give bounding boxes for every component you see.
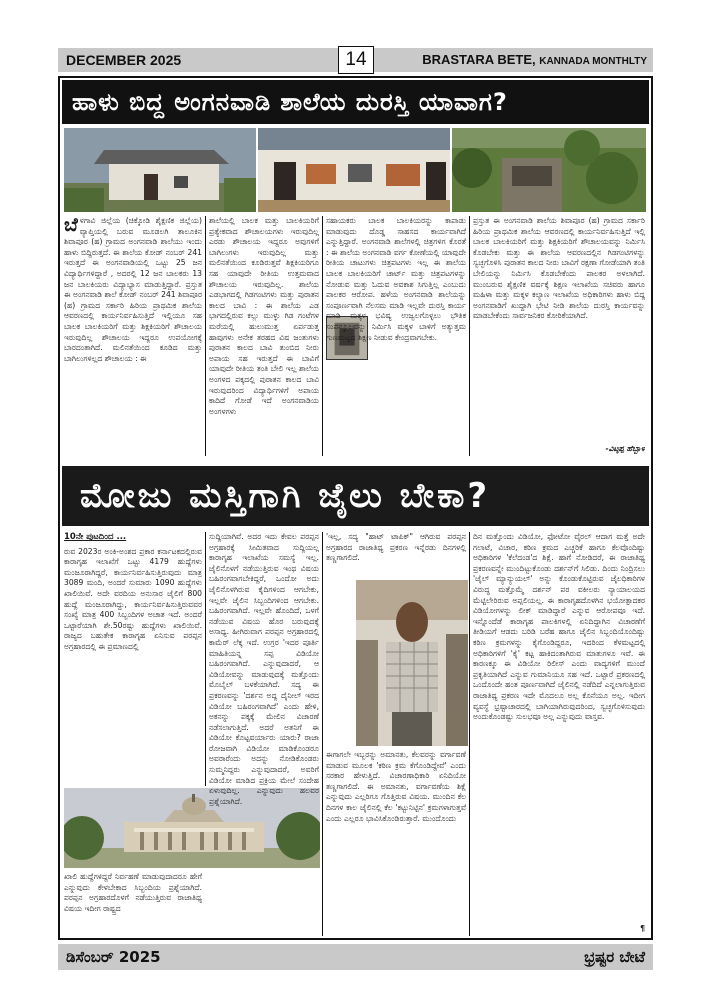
footer-magazine-name: ಭ್ರಷ್ಟರ ಬೇಟೆ xyxy=(584,948,645,966)
article2-col4-text: ದಿನ ಮತ್ತೊಂದು ವಿಡಿಯೋ, ಫೋಟೋ ವೈರಲ್ ಆದಾಗ ಮತ್ತೆ ಅದೇ ಗಲಾಟೆ, ವಿಚಾರ, ಕಠಿಣ ಕ್ರಮದ ಎಚ್ಚರಿಕೆ ಹಾಗೂ ಕೆಲವೊಂದಿಷ್ಟು ಅಧಿಕಾರಿಗಳ 'ಕೆಲೆದಂಡ'ದ ಶಿಕ್ಷೆ. ಹಾಗೆ ನೋಡಿದರೆ, ಈ ರಾಜಾತಿಥ್ಯ ಪ್ರಕರಣವನ್ನೇ ಮುಂದಿಟ್ಟುಕೊಂಡು ದರ್ಶನ್‌ಗೆ ಸಿಲಿಡು. ದಿಂದು ನಿಂದ್ರಿಸಲು 'ಜೈಲ್ ಮ್ಯಾನ್ಯುಯಲ್' ಅನ್ನು ಕೊಂಡುಕೊಟ್ಟಿರುವ ಜೈಲಧಿಕಾರಿಗಳ ವಿರುದ್ಧ ಮತ್ತೊಮ್ಮೆ ದರ್ಶನ್ ಪರ ವಕೀಲರು ನ್ಯಾಯಾಲಯದ ಮೆಟ್ಟಿಲೇರಿರುವ ಅಪ್ಪಲಿಯಲ್ಲ. ಈ ಕಾರಾಗೃಹದೊಳಗಿನ ಭಯೋತ್ಪಾದಕರ ವಿಡಿಯೋಗಳನ್ನು ಲೀಕ್ ಮಾಡಿದ್ದಾರೆ ಎನ್ನುವ ಆರೋಪವೂ ಇದೆ. ಇನ್ನೊಂದೆಡೆ ಕಾರಾಗೃಹ ಪಾಲಕಿಗಳಲ್ಲಿ ಏನಿದಿದ್ದಾಗಿನ ವಿಚಾರಣೆಗೆ ತೀಡಿಯಗೆ ಆಡದು ಬರಿಡಿ ಬರೆಹ ಹಾಗೂ ಜೈಲಿನ ಸಿಬ್ಬಂದಿಯೊಂದಿಷ್ಟು ಕಠಿಣ ಕ್ರಮಗಳನ್ನು ಕೈಗೊಂಡಿದ್ದರೂ, ಇದರಿಂದ ಕೆಳಮಟ್ಟದಲ್ಲಿ ಅಧಿಕಾರಿಗಳಿಗೆ 'ಕೈ' ಕಟ್ಟ ಹಾಕಿದಂತಾಗಿರುವ ಮಾತುಗಳೂ ಇವೆ. ಈ ಕಾರಣಕ್ಕೂ ಈ ವಿಡಿಯೋ ರಿಲೀಸ್ ಎಂದು ವಾದ್ಯಗಳಿಗೆ ಮುಂದೆ ಪ್ರಕೃತಿಯಾಗಿದೆ ಎನ್ನುವ ಗುಮಾನಿಯೂ ಸಹ ಇದೆ. ಒಟ್ಟಾರೆ ಪ್ರಕರಣದಲ್ಲಿ ಒಂದೊಂದೇ ಹಂತ ಪೂರ್ಣವಾಗಿದೆ ಜೈಲಿನಲ್ಲಿ ನಡೆದಿದೆ ಎನ್ನಲಾಗುತ್ತಿರುವ ರಾಜಾತಿಥ್ಯ ಪ್ರಕರಣ ಇದೇ ಮೊದಲೂ ಅಲ್ಲ ಕೊನೆಯೂ ಅಲ್ಲ. ಇದೀಗ ವ್ಯವಸ್ಥೆ ಭ್ರಷ್ಟಾಚಾರದಲ್ಲಿ ಬಾಗಿಯಾಗಿರುವುದರಿಂದ, ಸ್ವಚ್ಛಗೊಳಿಸುವುದು ಅಂದುಕೊಂಡಷ್ಟು ಸುಲಭವೂ ಅಲ್ಲ ಎನ್ನುವುದು ವಾಸ್ತವ. xyxy=(473,532,645,722)
photo-anganwadi-front xyxy=(258,128,450,212)
article2-column-1 xyxy=(64,532,202,786)
magazine-name: BRASTARA BETE, xyxy=(422,52,536,67)
photo-overgrown-well xyxy=(452,128,646,212)
article2-column-3-top xyxy=(326,532,466,576)
column-divider xyxy=(469,216,470,456)
article2-column-2 xyxy=(209,532,319,936)
article2-col1-text: ರುವ 2023ರ ಅಂಕಿ-ಅಂಶದ ಪ್ರಕಾರ ಕರ್ನಾಟಕದಲ್ಲಿರುವ ಕಾರಾಗೃಹ ಇಲಾಖೆಗೆ ಒಟ್ಟು 4179 ಹುದ್ದೆಗಳು ಮಂಜೂರಾಗಿದ್ದರೆ, ಕಾರ್ಯನಿರ್ವಹಿಸುತ್ತಿರುವುದು ಮಾತ್ರ 3089 ಮಂದಿ, ಅಂದರೆ ಸುಮಾರು 1090 ಹುದ್ದೆಗಳು ಖಾಲಿಯಿವೆ. ಅದೇ ವರದಿಯ ಅನುಸಾರ ಜೈಲಿಗೆ 800 ಹುದ್ದೆ ಮಂಜೂರಾಗಿದ್ದು, ಕಾರ್ಯನಿರ್ವಹಿಸುತ್ತಿರುವವರ ಸಂಖ್ಯೆ ಮಾತ್ರ 400 ಸಿಬ್ಬಂದಿಗಳ ಅಚಾತ ಇದೆ. ಅಂದರೆ ಒಟ್ಟಾರೆಯಾಗಿ ಶೇ.50ರಷ್ಟು ಹುದ್ದೆಗಳು ಖಾಲಿಯಿವೆ. ರಾಜ್ಯದ ಬಹುತೇಕ ಕಾರಾಗೃಹ ಏನಿಸುವ ಪರಪ್ಪನ ಅಗ್ರಹಾರದಲ್ಲಿ ಈ ಪ್ರಮಾಣದಲ್ಲಿ xyxy=(64,546,202,651)
article1-signature-box xyxy=(473,442,645,456)
article2-headline: ಮೋಜು ಮಸ್ತಿಗಾಗಿ ಜೈಲು ಬೇಕಾ? xyxy=(62,466,649,526)
article1-col2-text: ಶಾಲೆಯಲ್ಲಿ ಬಾಲಕ ಮತ್ತು ಬಾಲಕಿಯರಿಗೆ ಪ್ರತ್ಯೇಕವಾದ ಶೌಚಾಲಯಗಳು ಇರುವುದಿಲ್ಲ ಎರಡು ಶೌಚಾಲಯ ಇದ್ದರೂ ಅವುಗಳಿಗೆ ಬಾಗಿಲುಗಳು ಇರುವುದಿಲ್ಲ ಮತ್ತು ಮಲಿನತೆಯಿಂದ ಕೂಡಿರುತ್ತವೆ ಶಿಕ್ಷಕಿಯರಿಗೂ ಸಹ ಯಾವುದೇ ರೀತಿಯ ಉತ್ತಮವಾದ ಶೌಚಾಲಯ ಇರುವುದಿಲ್ಲ. ಶಾಲೆಯ ಎಡಭಾಗದಲ್ಲಿ ಗಿಡಗಂಟಿಗಳು ಮತ್ತು ಪುರಾತನ ಕಾಲದ ಬಾವಿ : ಈ ಶಾಲೆಯ ಎಡ ಭಾಗದಲ್ಲಿರುವ ಕಲ್ಲು ಮುಳ್ಳು ಗಿಡ ಗಂಟೆಗಳ ಮರೆಯಲ್ಲಿ ಹುಲುಮುತ್ತ ಏರ್ಪಡುತ್ತ ಹಾವುಗಳು ಅನೇಕ ತರಹದ ವಿಷ ಜಂತುಗಳು ಪುರಾತನ ಕಾಲದ ಬಾವಿ ತುಂಬಿದ ನೀರು ಅಪಾಯ ಸಹ ಇರುತ್ತದೆ ಈ ಬಾವಿಗೆ ಯಾವುದೇ ರೀತಿಯ ತಂತಿ ಬೇಲಿ ಇಲ್ಲ ಶಾಲೆಯ ಅಂಗಳದ ಪಕ್ಕದಲ್ಲಿ ಪುರಾತನ ಕಾಲದ ಬಾವಿ ಇರುವುದರಿಂದ ವಿದ್ಯಾರ್ಥಿಗಳಿಗೆ ಅಪಾಯ ಕಾದಿದೆ ಗೋಡೆ ಇದೆ ಅಂಗನವಾಡಿಯ ಅಂಗಳಗಳು xyxy=(209,216,319,416)
article1-column-4 xyxy=(473,216,645,442)
article2-end-box xyxy=(473,924,645,936)
page-header xyxy=(58,48,653,72)
article1-col4-text: ಪ್ರಸ್ತುತ ಈ ಅಂಗನವಾಡಿ ಶಾಲೆಯ ಶಿವಾಪೂರ (ಹ) ಗ್ರಾಮದ ಸರ್ಕಾರಿ ಹಿರಿಯ ಪ್ರಾಥಮಿಕ ಶಾಲೆಯ ಆವರಣದಲ್ಲಿ ಕಾರ್ಯನಿರ್ವಹಿಸುತ್ತಿದೆ ಇಲ್ಲಿ ಬಾಲಕ ಬಾಲಕಿಯರಿಗೆ ಮತ್ತು ಶಿಕ್ಷಕಿಯರಿಗೆ ಶೌಚಾಲಯವನ್ನು ನಿರ್ಮಿಸಿ ಕೊಡಬೇಕು ಮತ್ತು ಈ ಶಾಲೆಯ ಆವರಣದಲ್ಲಿನ ಗಿಡಗಂಟಿಗಳನ್ನು ಸ್ವಚ್ಛಗೊಳಿಸಿ ಪುರಾತನ ಕಾಲದ ನೀರು ಬಾವಿಗೆ ರಕ್ಷಣಾ ಗೋಡೆಯಾಗಿ ತಂತಿ ಬೇಲಿಯನ್ನು ನಿರ್ಮಿಸಿ ಕೊಡಬೇಕೆಂದು ಪಾಲಕರ ಅಳಲಾಗಿದೆ. ಮುಂಬರುವ ಶೈಕ್ಷಣಿಕ ವರ್ಷಕ್ಕೆ ಶಿಕ್ಷಣ ಇಲಾಖೆಯ ಸಚಿವರು ಹಾಗೂ ಮಹಿಳಾ ಮತ್ತು ಮಕ್ಕಳ ಕಲ್ಯಾಣ ಇಲಾಖೆಯ ಅಧಿಕಾರಿಗಳು ಹಾಳು ಬಿದ್ದ ಅಂಗನವಾಡಿಗೆ ಖುದ್ದಾಗಿ ಭೇಟಿ ನೀಡಿ ಶಾಲೆಯ ದುರಸ್ತಿ ಕಾರ್ಯವನ್ನು ಮಾಡಬೇಕೆಂದು ಸಾರ್ವಜನಿಕರ ಕೋರಿಕೆಯಾಗಿದೆ. xyxy=(473,216,645,321)
article1-col3-text: ಸಹಾಯಕರು ಬಾಲಕ ಬಾಲಕಿಯರನ್ನು ಕಾಪಾಡು ಮಾಡುವುದು ದೊಡ್ಡ ಸಾಹಸದ ಕಾರ್ಯವಾಗಿದೆ ಎನ್ನುತ್ತಿದ್ದಾರೆ. ಅಂಗನವಾಡಿ ಶಾಲೆಗಳಲ್ಲಿ ಚಿತ್ರಗಳಿಗ ಕೊರತೆ : ಈ ಶಾಲೆಯ ಅಂಗನವಾಡಿ ವರ್ಗ ಕೋಣೆಯಲ್ಲಿ ಯಾವುದೇ ರೀತಿಯ ಚಾಟುಗಳು ಚಿತ್ರಪಟಗಳು ಇಲ್ಲ ಈ ಶಾಲೆಯ ಬಾಲಕ ಬಾಲಕಿಯರಿಗೆ ಚಾರ್ಟ್ ಮತ್ತು ಚಿತ್ರಪಟಗಳನ್ನು ನೋಡುವ ಮತ್ತು ಓದುವ ಅವಕಾಶ ಸಿಗುತ್ತಿಲ್ಲ ಎಂಬುದು ಪಾಲಕರ ಆರೋಪ. ಹಳೆಯ ಅಂಗನವಾಡಿ ಶಾಲೆಯನ್ನು ಸಂಪೂರ್ಣವಾಗಿ ನೆಲಸಮ ಮಾಡಿ ಇಲ್ಲವೇ ದುರಸ್ತಿ ಕಾರ್ಯ ಮಾಡಿ ಮಕ್ಕಳ ಭವಿಷ್ಯ ಉಜ್ವಲಗೊಳ್ಳಲು ಭೌತಿಕ ಸಂಪನ್ಮೂಲವನ್ನು ನಿರ್ಮಿಸಿ ಮಕ್ಕಳ ಬಾಳಿಗೆ ಅತ್ಯುತ್ತಮ ಗುಣಮಟ್ಟದ ಶಿಕ್ಷಣ ನೀಡುವ ಕೇಂದ್ರವಾಗಬೇಕು. xyxy=(326,216,466,342)
article1-col1-text: ಳಗಾವಿ ಜಿಲ್ಲೆಯ (ಚಿಕ್ಕೋಡಿ ಶೈಕ್ಷಣಿಕ ಜಿಲ್ಲೆಯ) ವ್ಯಾಪ್ತಿಯಲ್ಲಿ ಬರುವ ಮೂಡಲಗಿ ತಾಲೂಕಿನ ಶಿವಾಪೂರ (ಹ) ಗ್ರಾಮದ ಅಂಗನವಾಡಿ ಶಾಲೆಯು ಇಂದು ಹಾಳು ಬಿದ್ದಿರುತ್ತದೆ. ಈ ಶಾಲೆಯ ಕೋಡ್ ನಂಬರ್ 241 ಇರುತ್ತದೆ ಈ ಅಂಗನವಾಡಿಯಲ್ಲಿ ಒಟ್ಟು 25 ಜನ ವಿದ್ಯಾರ್ಥಿಗಳಿದ್ದಾರೆ , ಅದರಲ್ಲಿ 12 ಜನ ಬಾಲಕರು 13 ಜನ ಬಾಲಕಿಯರು ವಿದ್ಯಾಭ್ಯಾಸ ಮಾಡುತ್ತಿದ್ದಾರೆ. ಪ್ರಸ್ತುತ ಈ ಅಂಗನವಾಡಿ ಶಾಲೆ ಕೋಡ್ ನಂಬರ್ 241 ಶಿವಾಪೂರ (ಹ) ಗ್ರಾಮದ ಸರ್ಕಾರಿ ಹಿರಿಯ ಪ್ರಾಥಮಿಕ ಶಾಲೆಯ ಆವರಣದಲ್ಲಿ ಕಾರ್ಯನಿರ್ವಹಿಸುತ್ತಿದೆ ಇಲ್ಲಿಯೂ ಸಹ ಬಾಲಕ ಬಾಲಕಿಯರಿಗೆ ಮತ್ತು ಶಿಕ್ಷಕಿಯರಿಗೆ ಶೌಚಾಲಯ ಇರುವುದಿಲ್ಲ ಶೌಚಾಲಯ ಇದ್ದರೂ ಉಪಯೋಗಕ್ಕೆ ಬಾರದಂತಾಗಿದೆ. ಮಲಿನತೆಯಿಂದ ಕೂಡಿದ ಮತ್ತು ಬಾಗಿಲುಗಳಿಲ್ಲದ ಶೌಚಾಲಯ : ಈ xyxy=(64,216,202,363)
article1-column-3 xyxy=(326,216,466,456)
article1-column-1 xyxy=(64,216,202,456)
article1-headline: ಹಾಳು ಬಿದ್ದ ಅಂಗನವಾಡಿ ಶಾಲೆಯ ದುರಸ್ತಿ ಯಾವಾಗ? xyxy=(62,80,649,124)
article2-column-3-bottom xyxy=(326,750,466,936)
article2-col1b-text: ಖಾಲಿ ಹುದ್ದೆಗಳಿದ್ದರೆ ನಿರ್ವಹಣೆ ಮಾಡುವುದಾದರೂ ಹೇಗೆ ಎನ್ನುವುದು ಕೇಳಬೇಕಾದ ಸಿಬ್ಬಂದಿಯ ಪ್ರಶ್ನೆಯಾಗಿದೆ. ಪರಪ್ಪನ ಅಗ್ರಹಾರದೊಳಗೆ ನಡೆಯುತ್ತಿರುವ ರಾಜಾತಿಥ್ಯ ವಿಷಯ ಇದೀಗ ರಾಷ್ಟ್ರದ xyxy=(64,872,202,913)
column-divider xyxy=(469,532,470,936)
article2-col3b-text: ಈಗಾಗಲೇ ಇಬ್ಬರನ್ನು ಅಮಾನತು, ಕೆಲವರನ್ನು ವರ್ಗಾವಣೆ ಮಾಡುವ ಮೂಲಕ 'ಕಠಿಣ ಕ್ರಮ ಕೆಗೊಂಡಿದ್ದೇವೆ' ಎಂದು ಸರಕಾರ ಹೇಳುತ್ತಿದೆ. ವಿಚಾರಣಾಧಿಕಾರಿ ಏನಿದಿಯೋ ತಣ್ಣಗಾಗಲಿದೆ. ಈ ಅಮಾನತು, ವರ್ಗಾವಣೆಯ ಶಿಕ್ಷೆ ಎನ್ನುವುದು ಎಲ್ಲರಿಗೂ ಗೊತ್ತಿರುವ ವಿಷಯ. ಮುಂದಿನ ಕೆಲ ದಿನಗಳ ಕಾಲ ಜೈಲಿನಲ್ಲಿ ಕೆಲ 'ಕಟ್ಟುನಿಟ್ಟಿನ' ಕ್ರಮಗಳಾಗುತ್ತವೆ ಎಂದು ಎಲ್ಲರೂ ಭಾವಿಸಿಕೊಂಡಿರುತ್ತಾರೆ. ಮುಂದೊಂದು xyxy=(326,750,466,823)
article-end-mark: ¶ xyxy=(640,924,645,933)
page-number: 14 xyxy=(338,46,374,74)
magazine-subtitle: KANNADA MONTHLTY xyxy=(539,56,647,67)
article2-column-1-continued xyxy=(64,872,202,936)
article1-column-2 xyxy=(209,216,319,456)
page-footer xyxy=(58,944,653,970)
issue-date: DECEMBER 2025 xyxy=(66,52,182,68)
article1-signature: -ವಿಟ್ಠಪ್ಪ ಹೆಬ್ಬಾಳ xyxy=(605,444,645,453)
column-divider xyxy=(205,532,206,786)
photo-anganwadi-building xyxy=(64,128,256,212)
column-divider xyxy=(322,216,323,456)
footer-date: ಡಿಸೆಂಬರ್ 2025 xyxy=(66,948,161,966)
article2-col2-text: ಸುದ್ದಿಯಾಗಿವೆ. ಅದರ ಇದು ಕೇವಲ ಪರಪ್ಪನ ಅಗ್ರಹಾರಕ್ಕೆ ಸೀಮಿತವಾದ ಸುದ್ದಿಯಲ್ಲ ಕಾರಾಗೃಹ ಇಲಾಖೆಯ ಸಮಸ್ಯೆ ಇಲ್ಲ. ಜೈಲಿನೊಳಗೆ ನಡೆಯುತ್ತಿರುವ ಇಂಥ ವಿಷಯ ಬಹಿರಂಗವಾಗಬೇಕಿದ್ದರೆ, ಒಂದೋ ಅದು ಜೈಲಿನೊಳಗಿರುವ ಕೈದಿಗಳಿಂದ ಆಗಬೇಕು, ಇಲ್ಲವೇ ಜೈಲಿನ ಸಿಬ್ಬಂದಿಗಳಿಂದ ಆಗಬೇಕು. ಬಹಿರಂಗವಾಗಿದೆ. ಇಲ್ಲವೇ ಹೊಂದಿದೆ, ಒಳಗೆ ನಡೆಯುವ ವಿಷಯ ಹೊರ ಬರುವುದಕ್ಕೆ ಅಸಾಧ್ಯ. ಹೀಗಿರುವಾಗ ಪರಪ್ಪನ ಅಗ್ರಹಾರದಲ್ಲಿ ಕಾಮೆರ್ ಲೆಕ್ಕ ಇದೆ. ಉಗ್ರರ 'ಇದರ ಪೂರ್ತಿ ಮಾಹಿತಿಯನ್ನ ಸಪ್ಪ ವಿಡಿಯೋ ಬಹಿರಂಗವಾಗಿದೆ. ಎನ್ನುವುದಾದರೆ, ಆ ವಿಡಿಯೋವನ್ನು ಮಾಡುವುದಕ್ಕೆ ಮತ್ತೊಂದು ಮೊಬೈಲ್ ಬಳಕೆಯಾಗಿದೆ. ಸದ್ಯ ಈ ಪ್ರಕರಣವನ್ನು 'ದರ್ಶನ ಅದ್ದ ದೈನೀಲ್ ಇರದ ವಿಡಿಯೋ ಬಹಿರಂಗವಾಗಿದೆ' ಎಂದು ಹೇಳಿ, ಅಕನನ್ನು ಪಕ್ಕಕ್ಕೆ ಮೇಲಿನ ವಿಚಾರಣೆ ನಡೆಸಲಾಗುತ್ತಿದೆ. ಅದರೆ ಅತನಿಗೆ ಈ ವಿಡಿಯೋ ಕೊಟ್ಟವರ್ಯಾರು ಯಾರು? ರಾಜಾ ರೋಜವಾಗಿ ವಿಡಿಯೋ ಮಾಡಿಕೊಂಡರೂ ಅವರಾರೆಂದು ಅದನ್ನು ನೋಡಿಕೊಂಡರು ಸುಮ್ಮನಿದ್ದರು ಎನ್ನುವುದಾದರೆ, ಅವರಿಗೆ ವಿಡಿಯೋ ಮಾಡಿದ ಪ್ರಕ್ರಿಯ ಮೇಲೆ ಸಂದೇಹ ಏಳುವುದಿಲ್ಲ. ಎನ್ನುವುದು ಹಲವರ ಪ್ರಶ್ನೆಯಾಗಿದೆ. xyxy=(209,532,319,806)
column-divider xyxy=(322,532,323,936)
photo-accused-escorted xyxy=(356,580,468,746)
magazine-title xyxy=(422,52,647,67)
article2-col3a-text: 'ಇಲ್ಲ, ಸದ್ಯ "ಹಾಟ್ ಟಾಪಿಕ್" ಆಗಿರುವ ಪರಪ್ಪನ ಅಗ್ರಹಾರದ ರಾಜಾತಿಥ್ಯ ಪ್ರಕರಣ ಇನ್ನೆರಡು ದಿನಗಳಲ್ಲಿ ತಣ್ಣಗಾಗಲಿದೆ. xyxy=(326,532,466,563)
article2-continued-label: 10ನೇ ಪುಟದಿಂದ ... xyxy=(64,532,127,542)
article1-dropcap: ಬೆ xyxy=(64,216,78,236)
article2-column-4 xyxy=(473,532,645,924)
column-divider xyxy=(205,216,206,456)
